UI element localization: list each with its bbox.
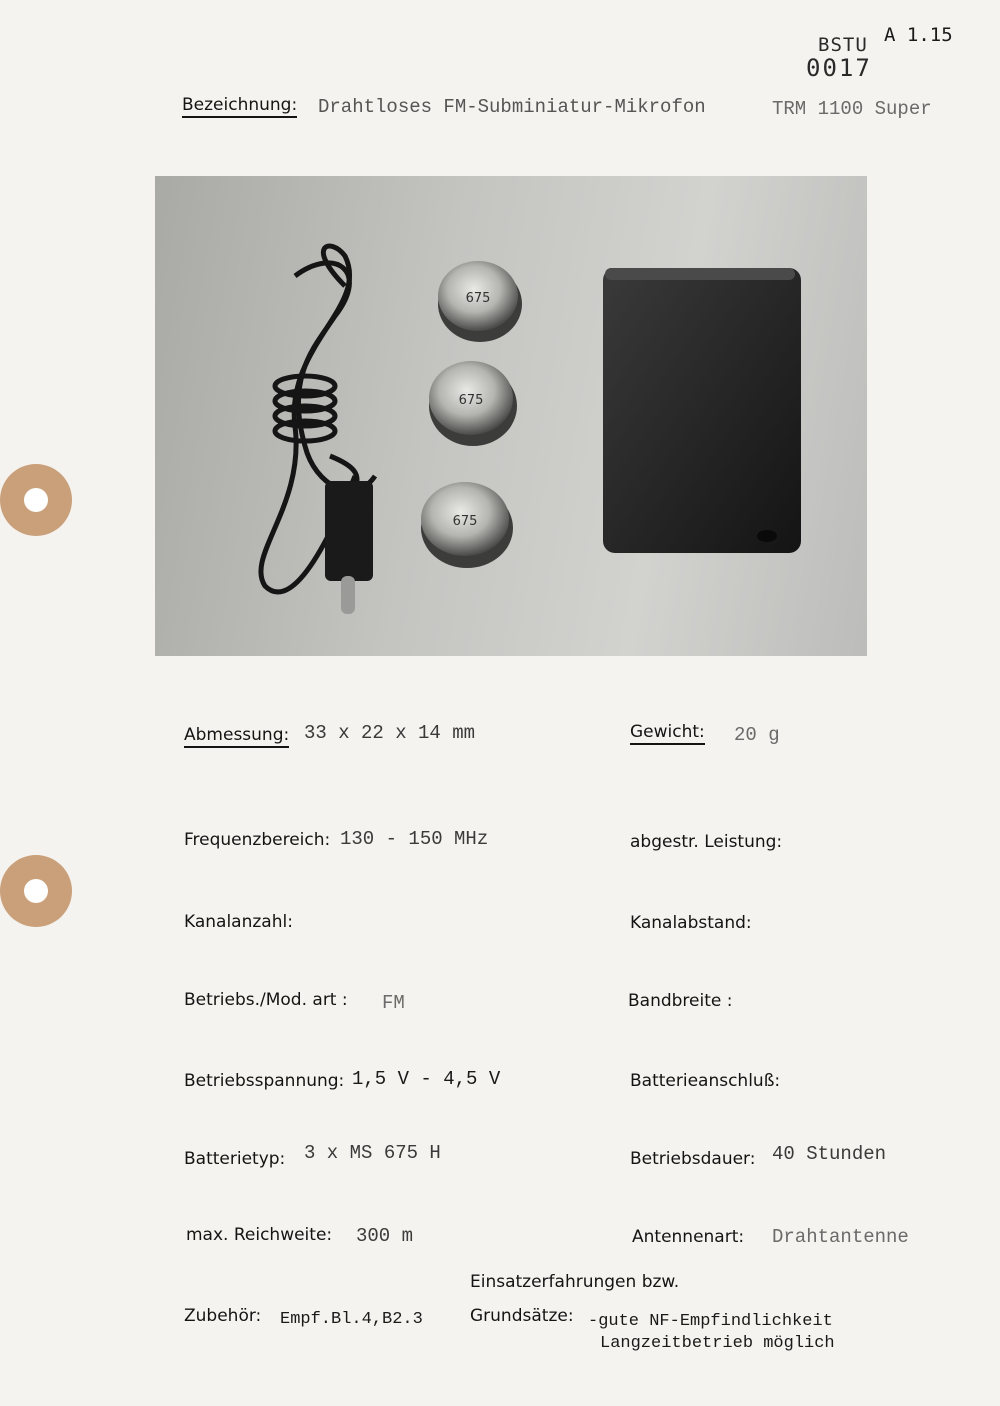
mode-value: FM <box>382 992 405 1014</box>
dimension-label: Abmessung: <box>184 725 289 748</box>
archive-stamp-number: 0017 <box>806 54 872 82</box>
experience-line-2: Langzeitbetrieb möglich <box>600 1334 835 1353</box>
range-label: max. Reichweite: <box>186 1225 333 1245</box>
voltage-label: Betriebsspannung: <box>184 1071 345 1091</box>
accessories-value: Empf.Bl.4,B2.3 <box>280 1310 423 1329</box>
title-label: Bezeichnung: <box>182 95 297 118</box>
svg-text:675: 675 <box>465 291 491 306</box>
battery-icon <box>421 482 513 568</box>
dimension-value: 33 x 22 x 14 mm <box>304 722 476 744</box>
accessories-label: Zubehör: <box>184 1306 262 1326</box>
frequency-label: Frequenzbereich: <box>184 830 331 850</box>
weight-value: 20 g <box>734 724 780 746</box>
sheet-reference: A 1.15 <box>884 24 953 46</box>
battery-connection-label: Batterieanschluß: <box>630 1071 781 1091</box>
operating-time-value: 40 Stunden <box>772 1143 887 1165</box>
power-label: abgestr. Leistung: <box>630 832 783 852</box>
battery-type-label: Batterietyp: <box>184 1149 286 1169</box>
range-value: 300 m <box>356 1225 414 1247</box>
experience-line-1: -gute NF-Empfindlichkeit <box>588 1312 833 1331</box>
experience-heading: Einsatzerfahrungen bzw. <box>470 1272 680 1292</box>
punch-hole <box>0 855 72 927</box>
channel-spacing-label: Kanalabstand: <box>630 913 752 933</box>
device-name: Drahtloses FM-Subminiatur-Mikrofon <box>318 96 706 118</box>
voltage-value: 1,5 V - 4,5 V <box>352 1068 501 1090</box>
operating-time-label: Betriebsdauer: <box>630 1149 756 1169</box>
archive-stamp: BSTU <box>818 34 868 56</box>
weight-label: Gewicht: <box>630 722 705 745</box>
svg-text:675: 675 <box>458 393 484 408</box>
bandwidth-label: Bandbreite : <box>628 991 733 1011</box>
battery-icon <box>429 361 517 446</box>
mode-label: Betriebs./Mod. art : <box>184 990 348 1010</box>
device-model: TRM 1100 Super <box>772 98 932 120</box>
antenna-label: Antennenart: <box>632 1227 745 1247</box>
plug-icon <box>325 481 373 581</box>
device-photo <box>155 176 867 656</box>
battery-icon <box>438 261 522 342</box>
battery-type-value: 3 x MS 675 H <box>304 1142 441 1164</box>
frequency-value: 130 - 150 MHz <box>340 828 489 850</box>
channel-count-label: Kanalanzahl: <box>184 912 293 932</box>
antenna-value: Drahtantenne <box>772 1226 909 1248</box>
svg-text:675: 675 <box>452 514 478 529</box>
transmitter-box-icon <box>603 268 801 553</box>
principles-label: Grundsätze: <box>470 1306 574 1326</box>
punch-hole <box>0 464 72 536</box>
device-photo-illustration <box>155 176 867 656</box>
